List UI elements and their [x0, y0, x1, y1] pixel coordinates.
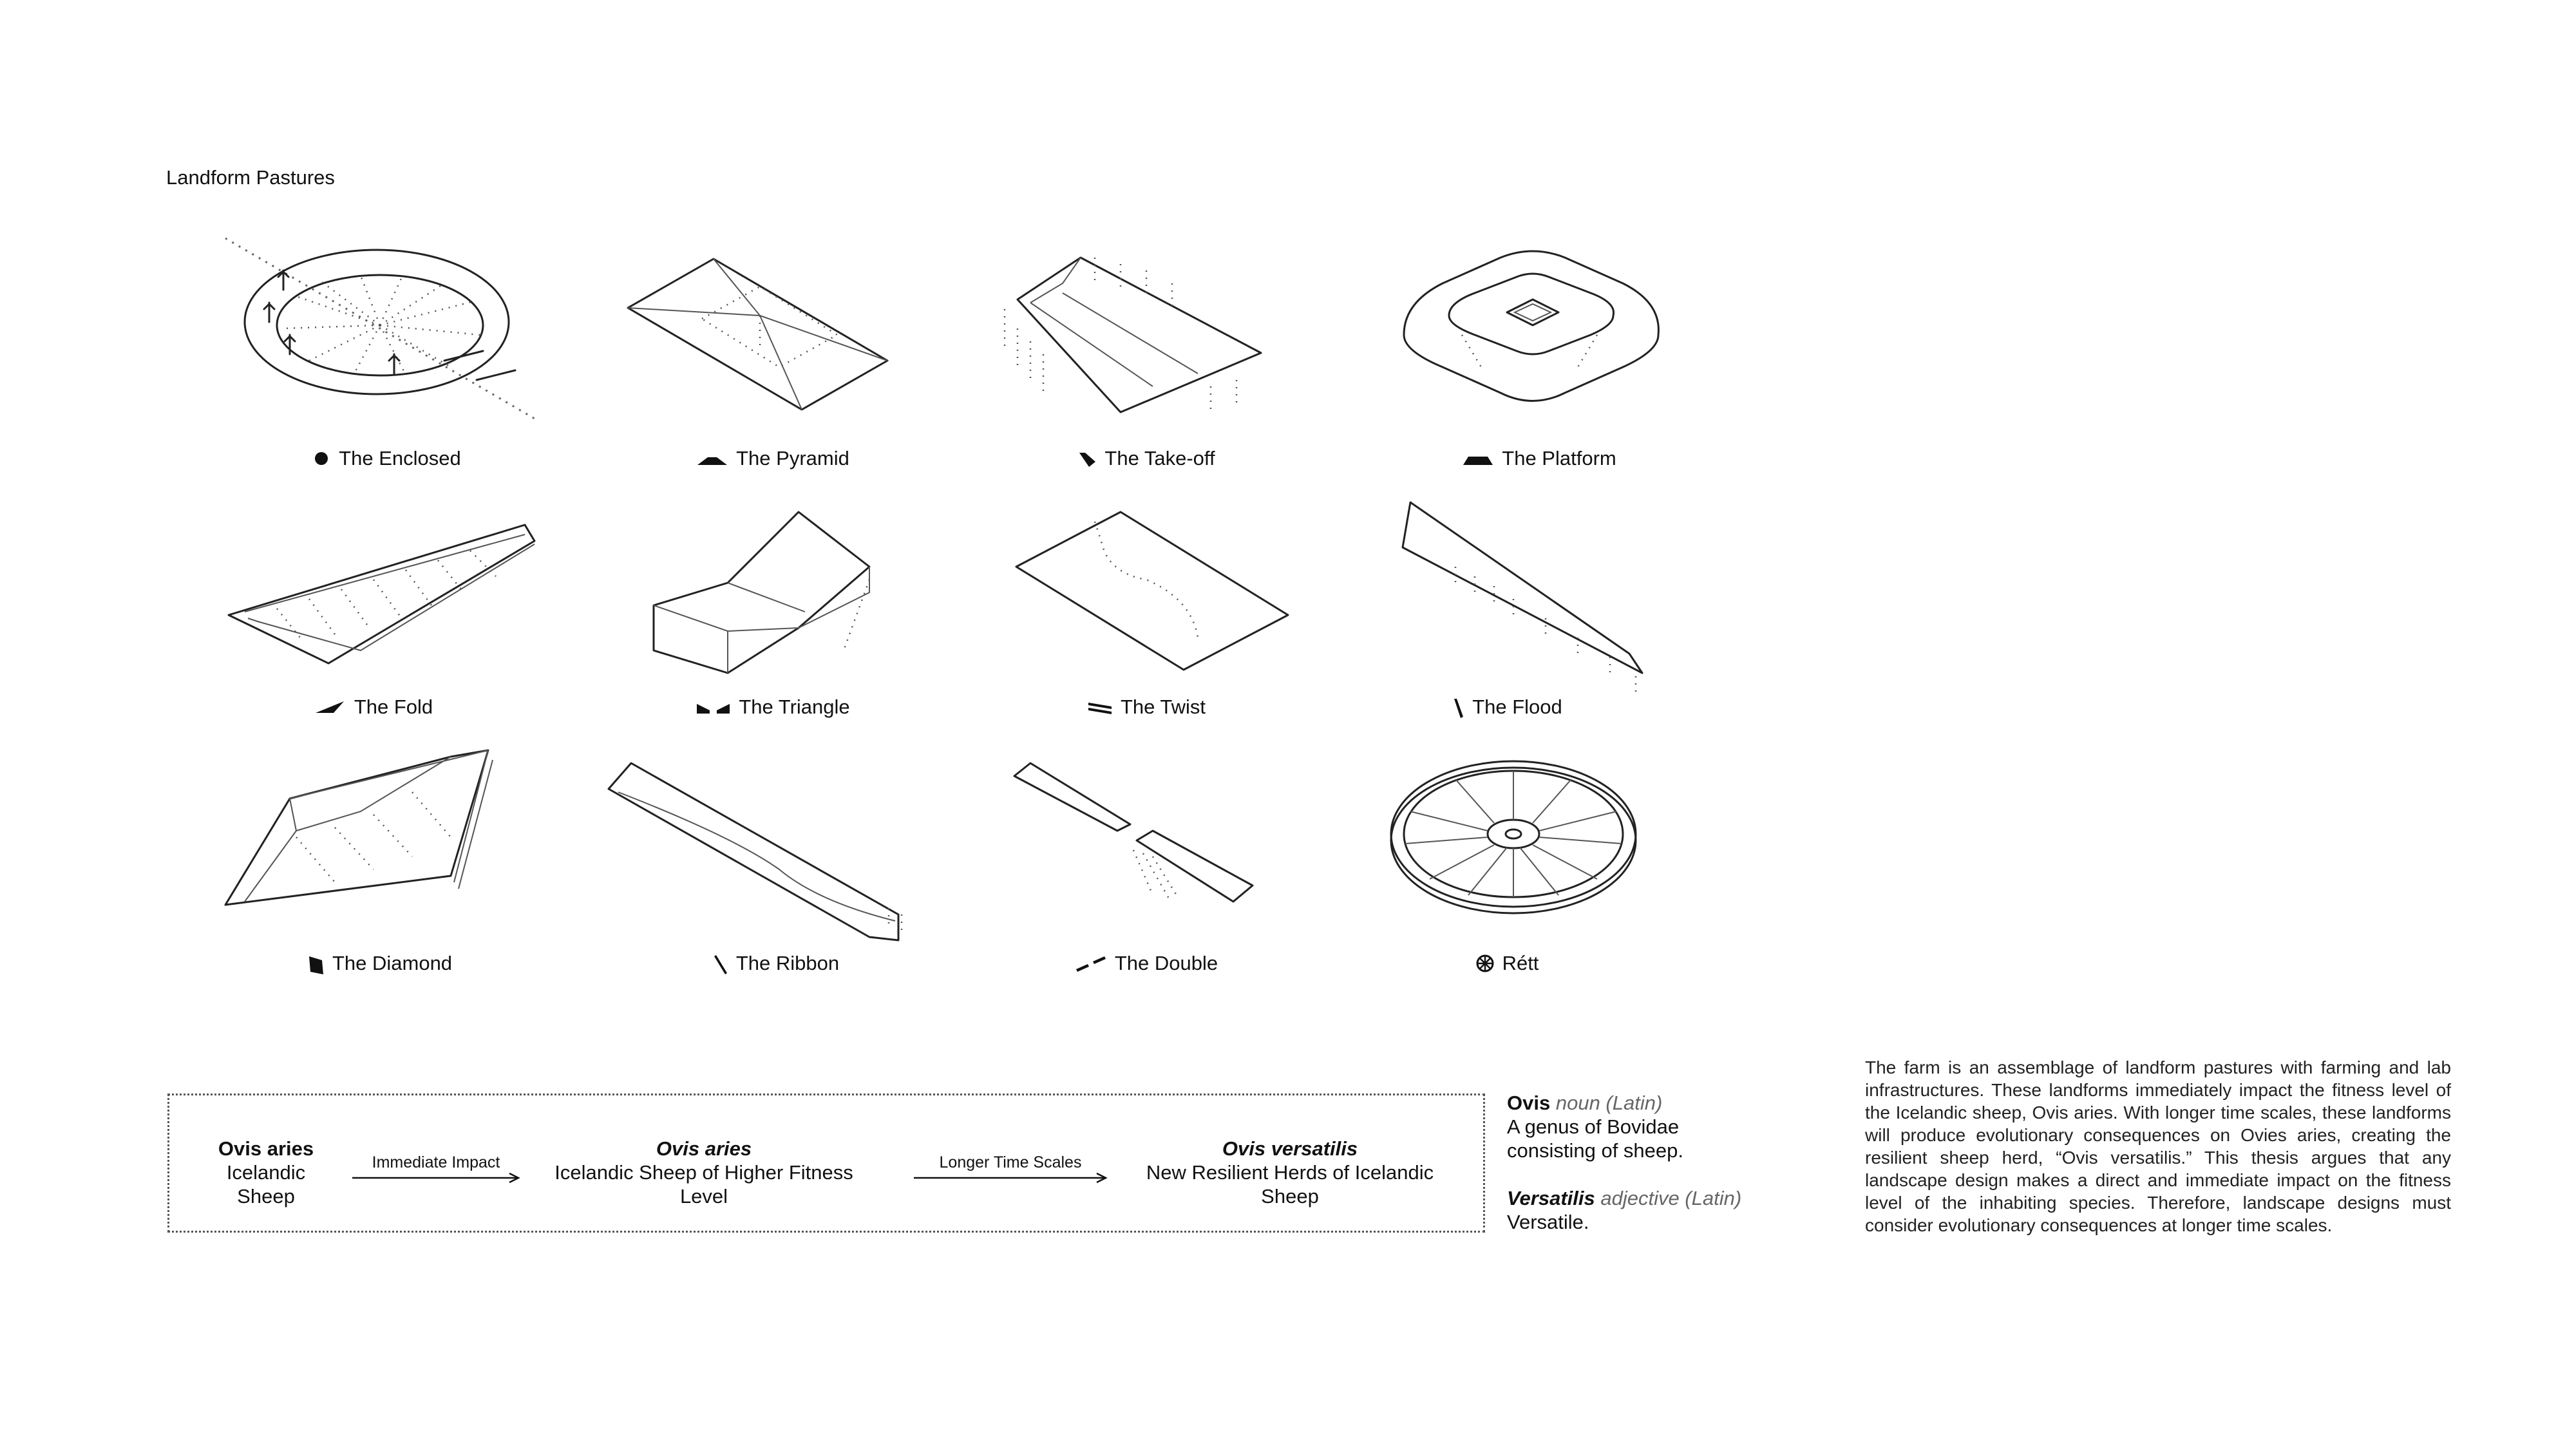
landform-caption-rett — [1327, 951, 1687, 976]
landform-name: The Enclosed — [339, 447, 461, 469]
landform-caption-triangle — [592, 694, 953, 720]
enclosed-drawing — [225, 238, 535, 419]
double-drawing — [1014, 763, 1253, 902]
twist-drawing — [1016, 512, 1288, 670]
page-title: Landform Pastures — [166, 166, 335, 189]
flow-node-ovis-versatilis — [1116, 1137, 1464, 1208]
glossary-definition-line: consisting of sheep. — [1507, 1139, 1684, 1162]
landform-caption-double — [966, 951, 1327, 976]
landform-name: The Triangle — [739, 696, 850, 718]
landform-caption-enclosed — [206, 446, 567, 471]
diamond-profile-icon — [308, 954, 325, 973]
take-off-drawing — [1005, 258, 1261, 412]
species-name: Ovis aries — [656, 1137, 752, 1160]
flow-arrow-immediate — [351, 1153, 521, 1186]
landform-name: The Ribbon — [735, 952, 840, 974]
landform-name: The Diamond — [332, 952, 453, 974]
take-off-profile-icon — [1077, 449, 1097, 468]
wheel-icon — [1475, 954, 1495, 973]
rett-drawing — [1391, 761, 1636, 913]
filled-circle-icon — [312, 449, 331, 468]
species-description: Icelandic Sheep — [226, 1161, 306, 1208]
glossary-entry-ovis — [1507, 1091, 1741, 1162]
ribbon-profile-icon — [713, 954, 728, 973]
arrow-right-icon — [913, 1171, 1108, 1184]
pyramid-drawing — [628, 259, 887, 410]
triangle-profile-icon — [696, 697, 731, 717]
glossary-entry-versatilis — [1507, 1186, 1741, 1234]
fold-profile-icon — [314, 697, 346, 717]
glossary-term: Versatilis — [1507, 1187, 1595, 1209]
thesis-paragraph: The farm is an assemblage of landform pastures with farming and lab infrastructures. These landforms immediately impact the fitness level of the Icelandic sheep, Ovis aries. With longer time scales, these landforms will produce evolutionary consequences on Ovies aries, creating the resilient sheep herd, “Ovis versatilis.” This thesis argues that any landscape design makes a direct and immediate impact on the fitness level of the inhabiting species. Therefore, landscape designs must consider evolutionary consequences at longer time scales. — [1865, 1057, 2451, 1235]
landform-name: The Double — [1114, 952, 1218, 974]
double-profile-icon — [1075, 954, 1107, 973]
glossary-grammar: noun (Latin) — [1555, 1092, 1663, 1114]
landform-name: Rétt — [1502, 952, 1539, 974]
platform-drawing — [1404, 251, 1658, 401]
twist-profile-icon — [1087, 697, 1113, 717]
landform-name: The Platform — [1502, 447, 1616, 469]
arrow-right-icon — [351, 1171, 521, 1184]
species-name: Ovis versatilis — [1222, 1137, 1358, 1160]
landform-name: The Flood — [1472, 696, 1562, 718]
arrow-label: Immediate Impact — [372, 1153, 500, 1171]
platform-profile-icon — [1462, 449, 1494, 468]
pyramid-profile-icon — [696, 449, 728, 468]
fold-drawing — [229, 525, 535, 663]
flood-profile-icon — [1452, 697, 1464, 717]
landform-name: The Pyramid — [736, 447, 849, 469]
glossary-definition-line: Versatile. — [1507, 1211, 1589, 1233]
landform-caption-diamond — [200, 951, 560, 976]
species-description: Icelandic Sheep of Higher Fitness Level — [554, 1161, 853, 1208]
ribbon-drawing — [609, 763, 902, 940]
flood-drawing — [1403, 502, 1642, 696]
glossary-definition-line: A genus of Bovidae — [1507, 1115, 1680, 1138]
glossary-term: Ovis — [1507, 1092, 1551, 1114]
arrow-label: Longer Time Scales — [939, 1153, 1082, 1171]
landform-name: The Fold — [354, 696, 433, 718]
evolution-flow-box — [167, 1094, 1485, 1233]
landform-caption-fold — [193, 694, 554, 720]
species-description: New Resilient Herds of Icelandic Sheep — [1146, 1161, 1434, 1208]
flow-node-ovis-aries — [195, 1137, 337, 1208]
flow-arrow-longer — [913, 1153, 1108, 1186]
landform-name: The Twist — [1120, 696, 1206, 718]
glossary — [1507, 1091, 1741, 1258]
landform-caption-twist — [966, 694, 1327, 720]
glossary-grammar: adjective (Latin) — [1600, 1187, 1742, 1209]
landform-caption-platform — [1359, 446, 1719, 471]
flow-node-ovis-aries-fit — [530, 1137, 878, 1208]
landform-caption-pyramid — [592, 446, 953, 471]
species-name: Ovis aries — [218, 1137, 314, 1160]
diamond-drawing — [225, 750, 493, 905]
landform-caption-flood — [1327, 694, 1687, 720]
landform-name: The Take-off — [1104, 447, 1215, 469]
landform-caption-take-off — [966, 446, 1327, 471]
triangle-drawing — [654, 512, 869, 673]
landform-caption-ribbon — [596, 951, 956, 976]
